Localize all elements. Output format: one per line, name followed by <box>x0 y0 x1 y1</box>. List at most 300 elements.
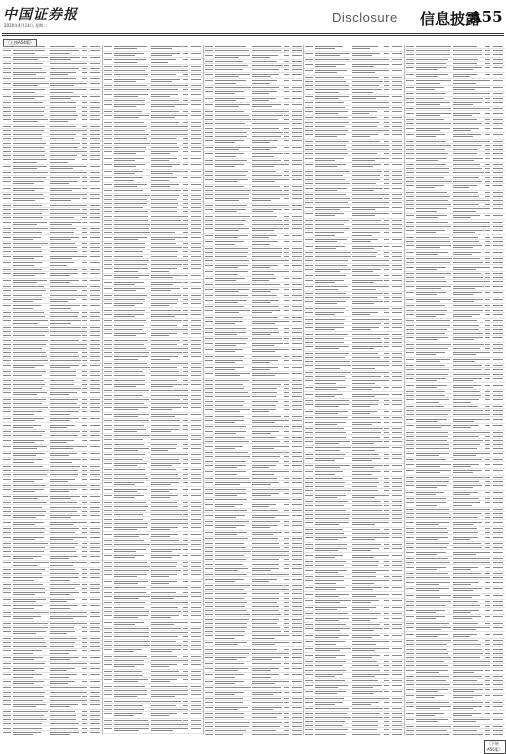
text-stroke <box>493 128 503 129</box>
text-stroke <box>90 111 100 112</box>
text-stroke <box>292 392 302 393</box>
text-stroke <box>3 251 11 252</box>
text-stroke <box>305 698 313 699</box>
text-stroke <box>352 424 372 425</box>
text-stroke <box>284 734 289 735</box>
text-stroke <box>13 588 45 589</box>
text-stroke <box>215 707 248 708</box>
text-stroke <box>352 602 371 603</box>
text-stroke <box>284 465 289 466</box>
text-stroke <box>50 532 75 533</box>
table-row <box>2 673 102 680</box>
text-stroke <box>104 596 112 597</box>
text-stroke <box>205 510 213 511</box>
table-row <box>2 615 102 622</box>
text-stroke <box>453 419 484 420</box>
text-stroke <box>50 92 73 93</box>
text-stroke <box>215 433 237 434</box>
text-stroke <box>13 435 42 436</box>
text-stroke <box>191 344 201 345</box>
text-stroke <box>485 245 490 246</box>
text-stroke <box>90 130 100 131</box>
text-stroke <box>252 734 284 735</box>
text-stroke <box>82 588 87 589</box>
text-stroke <box>82 89 87 90</box>
text-stroke <box>252 668 279 669</box>
text-stroke <box>352 628 383 629</box>
text-stroke <box>215 631 245 632</box>
text-stroke <box>215 349 243 350</box>
text-stroke <box>485 440 490 441</box>
text-stroke <box>315 202 348 203</box>
text-stroke <box>90 151 100 152</box>
text-stroke <box>183 111 188 112</box>
text-stroke <box>315 220 349 221</box>
text-stroke <box>384 164 389 165</box>
text-stroke <box>485 50 490 51</box>
text-stroke <box>13 159 47 160</box>
text-stroke <box>416 459 447 460</box>
text-stroke <box>305 346 313 347</box>
text-stroke <box>284 401 289 402</box>
text-stroke <box>114 523 148 524</box>
text-stroke <box>392 600 402 601</box>
table-row <box>405 424 505 431</box>
text-stroke <box>315 160 335 161</box>
text-stroke <box>485 352 490 353</box>
text-stroke <box>205 713 213 714</box>
text-stroke <box>453 385 482 386</box>
table-row <box>103 287 203 294</box>
text-stroke <box>493 517 503 518</box>
text-stroke <box>191 190 201 191</box>
text-stroke <box>315 312 344 313</box>
text-stroke <box>315 548 347 549</box>
text-stroke <box>205 198 213 199</box>
text-stroke <box>384 220 389 221</box>
text-stroke <box>493 200 503 201</box>
text-stroke <box>104 256 112 257</box>
text-stroke <box>114 491 137 492</box>
text-stroke <box>104 562 112 563</box>
table-row <box>204 264 304 271</box>
text-stroke <box>215 69 244 70</box>
text-stroke <box>284 437 289 438</box>
text-stroke <box>352 293 382 294</box>
text-stroke <box>406 513 414 514</box>
text-stroke <box>3 375 11 376</box>
text-stroke <box>90 616 100 617</box>
text-stroke <box>315 661 346 662</box>
text-stroke <box>252 80 277 81</box>
text-stroke <box>493 432 503 433</box>
text-stroke <box>3 616 11 617</box>
table-row <box>2 423 102 430</box>
text-stroke <box>292 478 302 479</box>
text-stroke <box>485 168 490 169</box>
text-stroke <box>191 474 201 475</box>
text-stroke <box>384 447 389 448</box>
text-stroke <box>352 64 384 65</box>
text-stroke <box>191 171 201 172</box>
table-row <box>204 733 304 735</box>
text-stroke <box>215 698 243 699</box>
text-stroke <box>215 717 244 718</box>
text-stroke <box>416 104 440 105</box>
text-stroke <box>252 252 282 253</box>
text-stroke <box>50 485 84 486</box>
text-stroke <box>50 360 81 361</box>
text-stroke <box>114 489 147 490</box>
text-stroke <box>252 527 270 528</box>
text-stroke <box>205 128 213 129</box>
text-stroke <box>315 717 350 718</box>
table-row <box>103 183 203 190</box>
text-stroke <box>315 486 344 487</box>
table-row <box>405 86 505 93</box>
text-stroke <box>191 686 201 687</box>
text-stroke <box>315 81 346 82</box>
text-stroke <box>305 580 313 581</box>
text-stroke <box>3 470 11 471</box>
text-stroke <box>485 286 490 287</box>
text-stroke <box>252 220 282 221</box>
text-stroke <box>453 254 473 255</box>
text-stroke <box>50 425 75 426</box>
text-stroke <box>485 464 490 465</box>
text-stroke <box>416 168 449 169</box>
text-stroke <box>384 312 389 313</box>
text-stroke <box>384 505 389 506</box>
text-stroke <box>90 360 100 361</box>
text-stroke <box>352 576 376 577</box>
text-stroke <box>215 517 236 518</box>
text-stroke <box>82 331 87 332</box>
text-stroke <box>183 268 188 269</box>
text-stroke <box>114 444 143 445</box>
text-stroke <box>315 314 335 315</box>
text-stroke <box>485 543 490 544</box>
text-stroke <box>13 107 45 108</box>
text-stroke <box>485 562 490 563</box>
text-stroke <box>315 471 343 472</box>
text-stroke <box>305 514 313 515</box>
text-stroke <box>50 143 80 144</box>
text-stroke <box>50 496 80 497</box>
text-stroke <box>292 69 302 70</box>
text-stroke <box>191 701 201 702</box>
text-stroke <box>392 70 402 71</box>
text-stroke <box>151 555 180 556</box>
text-stroke <box>392 708 402 709</box>
text-stroke <box>384 432 389 433</box>
text-stroke <box>151 474 177 475</box>
text-stroke <box>215 50 250 51</box>
text-stroke <box>50 481 68 482</box>
text-stroke <box>183 207 188 208</box>
text-stroke <box>205 332 213 333</box>
text-stroke <box>151 724 182 725</box>
text-stroke <box>114 271 138 272</box>
text-stroke <box>104 299 112 300</box>
text-stroke <box>252 267 271 268</box>
text-stroke <box>3 269 11 270</box>
text-stroke <box>183 474 188 475</box>
text-stroke <box>252 525 278 526</box>
text-stroke <box>416 361 440 362</box>
text-stroke <box>406 192 414 193</box>
text-stroke <box>284 525 289 526</box>
text-stroke <box>292 681 302 682</box>
text-stroke <box>305 561 313 562</box>
text-stroke <box>252 659 273 660</box>
text-stroke <box>104 158 112 159</box>
text-stroke <box>151 484 170 485</box>
table-row <box>304 110 404 117</box>
text-stroke <box>384 648 389 649</box>
text-stroke <box>284 441 289 442</box>
text-stroke <box>292 248 302 249</box>
text-stroke <box>3 732 11 733</box>
text-stroke <box>315 637 339 638</box>
text-stroke <box>82 638 87 639</box>
text-stroke <box>315 387 346 388</box>
text-stroke <box>392 587 402 588</box>
text-stroke <box>151 344 177 345</box>
table-row <box>304 345 404 352</box>
text-stroke <box>13 320 48 321</box>
text-stroke <box>252 692 282 693</box>
text-stroke <box>151 166 171 167</box>
text-stroke <box>82 418 87 419</box>
table-row <box>2 304 102 311</box>
text-stroke <box>50 371 76 372</box>
text-stroke <box>384 77 389 78</box>
text-stroke <box>151 715 169 716</box>
text-stroke <box>151 55 171 56</box>
text-stroke <box>183 414 188 415</box>
text-stroke <box>191 282 201 283</box>
text-stroke <box>284 384 289 385</box>
text-stroke <box>315 357 345 358</box>
text-stroke <box>114 536 138 537</box>
text-stroke <box>352 183 376 184</box>
text-stroke <box>453 168 483 169</box>
text-stroke <box>284 388 289 389</box>
text-stroke <box>416 286 452 287</box>
text-stroke <box>82 198 87 199</box>
text-stroke <box>114 514 143 515</box>
text-stroke <box>315 269 350 270</box>
text-stroke <box>82 592 87 593</box>
text-stroke <box>13 85 38 86</box>
text-stroke <box>90 155 100 156</box>
text-stroke <box>151 303 177 304</box>
text-stroke <box>392 432 402 433</box>
text-stroke <box>493 208 503 209</box>
text-stroke <box>114 153 136 154</box>
text-stroke <box>50 528 79 529</box>
text-stroke <box>416 115 441 116</box>
text-stroke <box>252 274 275 275</box>
table-row <box>103 526 203 533</box>
text-stroke <box>82 723 87 724</box>
text-stroke <box>183 425 188 426</box>
text-stroke <box>292 510 302 511</box>
text-stroke <box>352 389 372 390</box>
text-stroke <box>3 466 11 467</box>
text-stroke <box>352 417 380 418</box>
table-row <box>103 114 203 121</box>
text-stroke <box>392 183 402 184</box>
text-stroke <box>50 706 70 707</box>
text-stroke <box>315 650 340 651</box>
text-stroke <box>392 441 402 442</box>
text-stroke <box>416 301 441 302</box>
text-stroke <box>315 246 345 247</box>
text-stroke <box>151 180 169 181</box>
text-stroke <box>205 482 213 483</box>
text-stroke <box>352 81 382 82</box>
text-stroke <box>453 134 482 135</box>
text-stroke <box>284 619 289 620</box>
text-stroke <box>104 463 112 464</box>
table-row <box>2 576 102 583</box>
text-stroke <box>252 362 270 363</box>
text-stroke <box>90 188 100 189</box>
text-stroke <box>292 555 302 556</box>
text-stroke <box>104 407 112 408</box>
text-stroke <box>284 205 289 206</box>
text-stroke <box>305 194 313 195</box>
text-stroke <box>315 394 343 395</box>
table-row <box>405 351 505 358</box>
text-stroke <box>406 329 414 330</box>
text-stroke <box>315 215 335 216</box>
text-stroke <box>183 435 188 436</box>
text-stroke <box>416 339 439 340</box>
text-stroke <box>13 711 48 712</box>
text-stroke <box>406 432 414 433</box>
text-stroke <box>315 361 350 362</box>
text-stroke <box>352 698 384 699</box>
text-stroke <box>384 53 389 54</box>
text-stroke <box>284 532 289 533</box>
text-stroke <box>252 248 282 249</box>
table-row <box>405 229 505 236</box>
text-stroke <box>453 314 481 315</box>
text-stroke <box>183 243 188 244</box>
text-stroke <box>315 495 346 496</box>
text-stroke <box>315 458 343 459</box>
table-row <box>2 410 102 417</box>
text-stroke <box>114 416 138 417</box>
table-row <box>304 464 404 471</box>
text-stroke <box>493 440 503 441</box>
text-stroke <box>493 365 503 366</box>
text-stroke <box>114 335 136 336</box>
table-row <box>204 524 304 531</box>
text-stroke <box>485 177 490 178</box>
text-stroke <box>90 228 100 229</box>
text-stroke <box>183 100 188 101</box>
text-stroke <box>284 153 289 154</box>
text-stroke <box>104 310 112 311</box>
text-stroke <box>352 327 379 328</box>
text-stroke <box>90 681 100 682</box>
text-stroke <box>406 98 414 99</box>
text-stroke <box>284 224 289 225</box>
text-stroke <box>485 577 490 578</box>
text-stroke <box>3 50 11 51</box>
text-stroke <box>292 521 302 522</box>
text-stroke <box>284 674 289 675</box>
text-stroke <box>183 216 188 217</box>
text-stroke <box>252 345 274 346</box>
text-stroke <box>205 164 213 165</box>
text-stroke <box>284 663 289 664</box>
text-stroke <box>406 509 414 510</box>
text-stroke <box>493 436 503 437</box>
text-stroke <box>305 323 313 324</box>
text-stroke <box>114 352 148 353</box>
text-stroke <box>205 653 213 654</box>
text-stroke <box>191 367 201 368</box>
table-row <box>304 212 404 219</box>
text-stroke <box>406 485 414 486</box>
text-stroke <box>50 344 82 345</box>
text-stroke <box>352 394 384 395</box>
text-stroke <box>3 711 11 712</box>
text-stroke <box>151 570 181 571</box>
text-stroke <box>352 256 376 257</box>
text-stroke <box>50 177 80 178</box>
text-stroke <box>183 713 188 714</box>
text-stroke <box>453 74 477 75</box>
text-stroke <box>284 98 289 99</box>
text-stroke <box>3 46 11 47</box>
text-stroke <box>191 390 201 391</box>
text-stroke <box>493 595 503 596</box>
text-stroke <box>493 215 503 216</box>
text-stroke <box>191 649 201 650</box>
text-stroke <box>315 600 351 601</box>
text-stroke <box>191 540 201 541</box>
text-stroke <box>252 422 275 423</box>
text-stroke <box>315 467 339 468</box>
text-stroke <box>352 171 382 172</box>
text-stroke <box>90 320 100 321</box>
text-stroke <box>82 119 87 120</box>
text-stroke <box>416 232 437 233</box>
text-stroke <box>13 96 44 97</box>
text-stroke <box>191 340 201 341</box>
text-stroke <box>315 286 348 287</box>
text-stroke <box>3 511 11 512</box>
text-stroke <box>416 273 452 274</box>
text-stroke <box>292 437 302 438</box>
text-stroke <box>151 190 181 191</box>
text-stroke <box>151 495 178 496</box>
text-stroke <box>284 380 289 381</box>
text-stroke <box>114 506 148 507</box>
text-stroke <box>305 533 313 534</box>
text-stroke <box>191 275 201 276</box>
text-stroke <box>252 147 277 148</box>
text-stroke <box>352 600 379 601</box>
text-stroke <box>252 328 278 329</box>
text-stroke <box>3 392 11 393</box>
